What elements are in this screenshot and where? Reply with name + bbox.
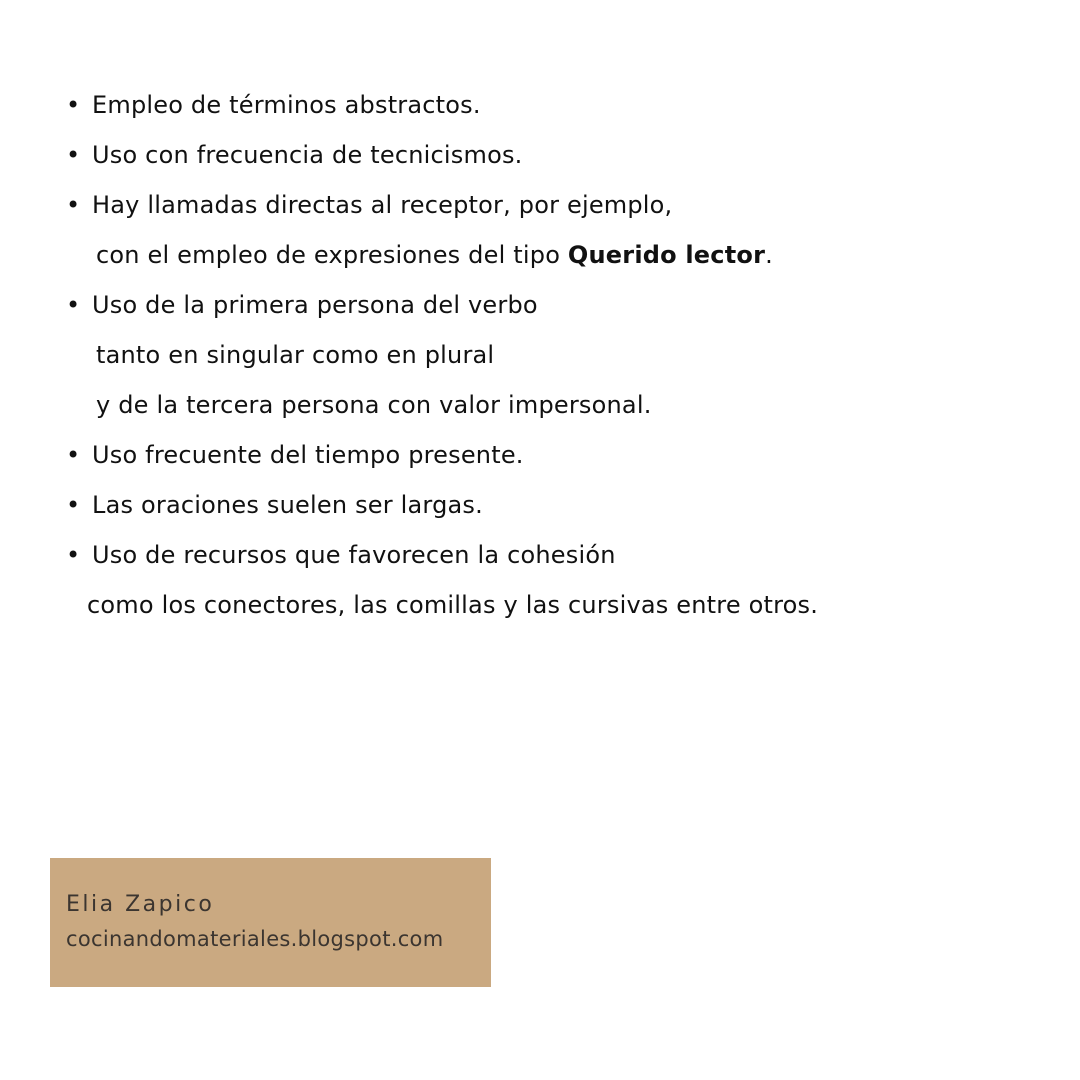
bullet: • [66,141,81,169]
bullet: • [66,541,81,569]
list-item-continuation [66,330,1026,380]
emphasis-text: Querido lector [567,241,766,269]
list-item-continuation [66,580,1026,630]
list-item-continuation [66,230,1026,280]
continuation-text: y de la tercera persona con valor impersonal. [96,391,652,419]
continuation-punctuation: . [765,241,773,269]
list-item [66,130,1026,180]
bullet: • [66,491,81,519]
list-item [66,530,1026,580]
list-item [66,430,1026,480]
list-item-text: Uso con frecuencia de tecnicismos. [92,141,523,169]
bullet: • [66,291,81,319]
continuation-text: tanto en singular como en plural [96,341,495,369]
blog-url: cocinandomateriales.blogspot.com [66,927,444,951]
list-item-text: Uso frecuente del tiempo presente. [92,441,524,469]
list-item-text: Hay llamadas directas al receptor, por ejemplo, [92,191,673,219]
signature-box [50,858,491,987]
bullet: • [66,191,81,219]
list-item-text: Empleo de términos abstractos. [92,91,481,119]
list-item-text: Uso de recursos que favorecen la cohesión [92,541,616,569]
continuation-text: como los conectores, las comillas y las cursivas entre otros. [87,591,819,619]
list-item [66,480,1026,530]
list-item [66,180,1026,230]
list-item-text: Uso de la primera persona del verbo [92,291,538,319]
bullet: • [66,91,81,119]
list-item-text: Las oraciones suelen ser largas. [92,491,483,519]
list-item [66,280,1026,330]
feature-list [66,80,1026,630]
bullet: • [66,441,81,469]
continuation-text: con el empleo de expresiones del tipo [96,241,568,269]
author-name: Elia Zapico [66,892,215,917]
list-item [66,80,1026,130]
list-item-continuation [66,380,1026,430]
